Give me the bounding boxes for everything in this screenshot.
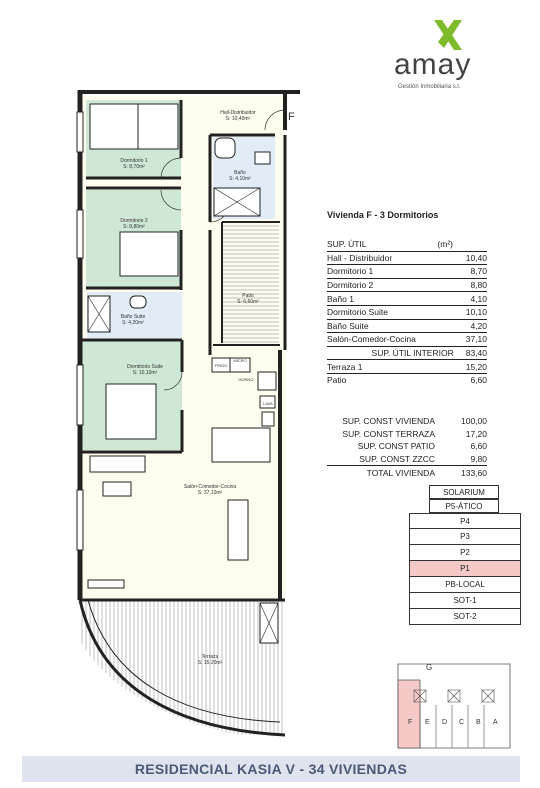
key-plan-unit: C — [459, 719, 465, 726]
key-plan-top: G — [426, 663, 433, 672]
key-plan — [398, 663, 510, 748]
floor-item[interactable]: P3 — [409, 529, 521, 545]
table-row: Hall - Distribuidor 10,40 — [327, 252, 487, 266]
total-row: SUP. CONST VIVIENDA 100,00 — [342, 416, 487, 427]
floor-item[interactable]: SOT-1 — [409, 593, 521, 609]
room-label-bano-suite: Baño Suite — [120, 314, 146, 320]
patio-deck — [222, 225, 279, 343]
header-unit: (m²) — [437, 239, 453, 250]
room-label-patio: Patio — [242, 293, 254, 299]
bed-dorm2 — [120, 232, 178, 276]
sofa — [90, 456, 145, 472]
coffee-table — [103, 482, 131, 496]
room-area-terraza: S: 15,20m² — [197, 660, 223, 666]
floor-item[interactable]: P2 — [409, 545, 521, 561]
total-row: SUP. CONST TERRAZA 17,20 — [342, 428, 487, 439]
key-plan-unit: D — [442, 719, 448, 726]
bed-suite — [106, 384, 156, 439]
floor-item[interactable]: PB-LOCAL — [409, 577, 521, 593]
floor-item[interactable]: SOLARIUM — [429, 485, 499, 499]
entry-letter: F — [288, 111, 295, 123]
table-row: Dormitorio Suite 10,10 — [327, 306, 487, 320]
brand-name: amay — [394, 48, 472, 81]
tv-unit — [88, 580, 124, 588]
interior-row: SUP. ÚTIL INTERIOR 83,40 — [327, 347, 487, 361]
dining-table — [228, 500, 248, 560]
key-plan-unit: E — [425, 719, 430, 726]
label-frigo: FRIGO — [214, 363, 228, 368]
table-row: Dormitorio 1 8,70 — [327, 265, 487, 279]
footer-title: RESIDENCIAL KASIA V - 34 VIVIENDAS — [22, 756, 520, 782]
room-label-terraza: Terraza — [201, 654, 219, 660]
floor-item[interactable]: P1 — [409, 561, 521, 577]
totals-table — [327, 415, 487, 479]
room-label-salon: Salón-Comedor-Cocina — [183, 484, 237, 490]
area-table — [327, 210, 487, 387]
table-row: Dormitorio 2 8,80 — [327, 279, 487, 293]
extra-row: Terraza 1 15,20 — [327, 360, 487, 374]
room-label-dorm1: Dormitorio 1 — [120, 158, 148, 164]
table-row: Salón-Comedor-Cocina 37,10 — [327, 333, 487, 347]
key-plan-unit: F — [408, 719, 413, 726]
room-area-bano-suite: S: 4,20m² — [122, 320, 144, 326]
room-area-bano: S: 4,10m² — [229, 176, 251, 182]
kitchen-island — [212, 428, 270, 462]
room-label-dorm2: Dormitorio 2 — [120, 218, 148, 224]
room-area-dorm2: S: 8,80m² — [123, 224, 145, 230]
room-label-bano: Baño — [234, 170, 246, 176]
room-area-patio: S: 6,60m² — [237, 299, 259, 305]
header-label: SUP. ÚTIL — [327, 239, 367, 250]
floor-selector — [409, 485, 521, 625]
table-title: Vivienda F - 3 Dormitorios — [327, 210, 439, 220]
floor-item[interactable]: P5-ÁTICO — [429, 499, 499, 513]
brand-tagline: Gestión Inmobiliaria s.l. — [398, 84, 461, 90]
label-horno: HORNO — [238, 377, 254, 382]
room-area-hall: S: 10,40m² — [225, 116, 251, 122]
total-row: SUP. CONST PATIO 6,60 — [357, 441, 487, 452]
extra-row: Patio 6,60 — [327, 375, 487, 386]
total-row: SUP. CONST ZZCC 9,80 — [327, 453, 487, 467]
bed-dorm1 — [90, 104, 138, 149]
room-label-hall: Hall-Distribuidor — [220, 110, 256, 116]
label-micro: MICRO — [233, 358, 247, 363]
room-area-dorm1: S: 8,70m² — [123, 164, 145, 170]
table-header — [327, 238, 487, 252]
room-area-dorm-suite: S: 10,10m² — [132, 370, 158, 376]
total-row: TOTAL VIVIENDA 133,60 — [366, 467, 487, 478]
floor-item[interactable]: SOT-2 — [409, 609, 521, 625]
table-row: Baño 1 4,10 — [327, 292, 487, 306]
key-plan-unit: A — [493, 719, 498, 726]
floor-item[interactable]: P4 — [409, 513, 521, 529]
key-plan-unit: B — [476, 719, 481, 726]
room-area-salon: S: 37,10m² — [197, 490, 223, 496]
room-label-dorm-suite: Dormitorio Suite — [127, 364, 163, 370]
label-lava: LAVA — [263, 401, 273, 406]
table-row: Baño Suite 4,20 — [327, 320, 487, 334]
